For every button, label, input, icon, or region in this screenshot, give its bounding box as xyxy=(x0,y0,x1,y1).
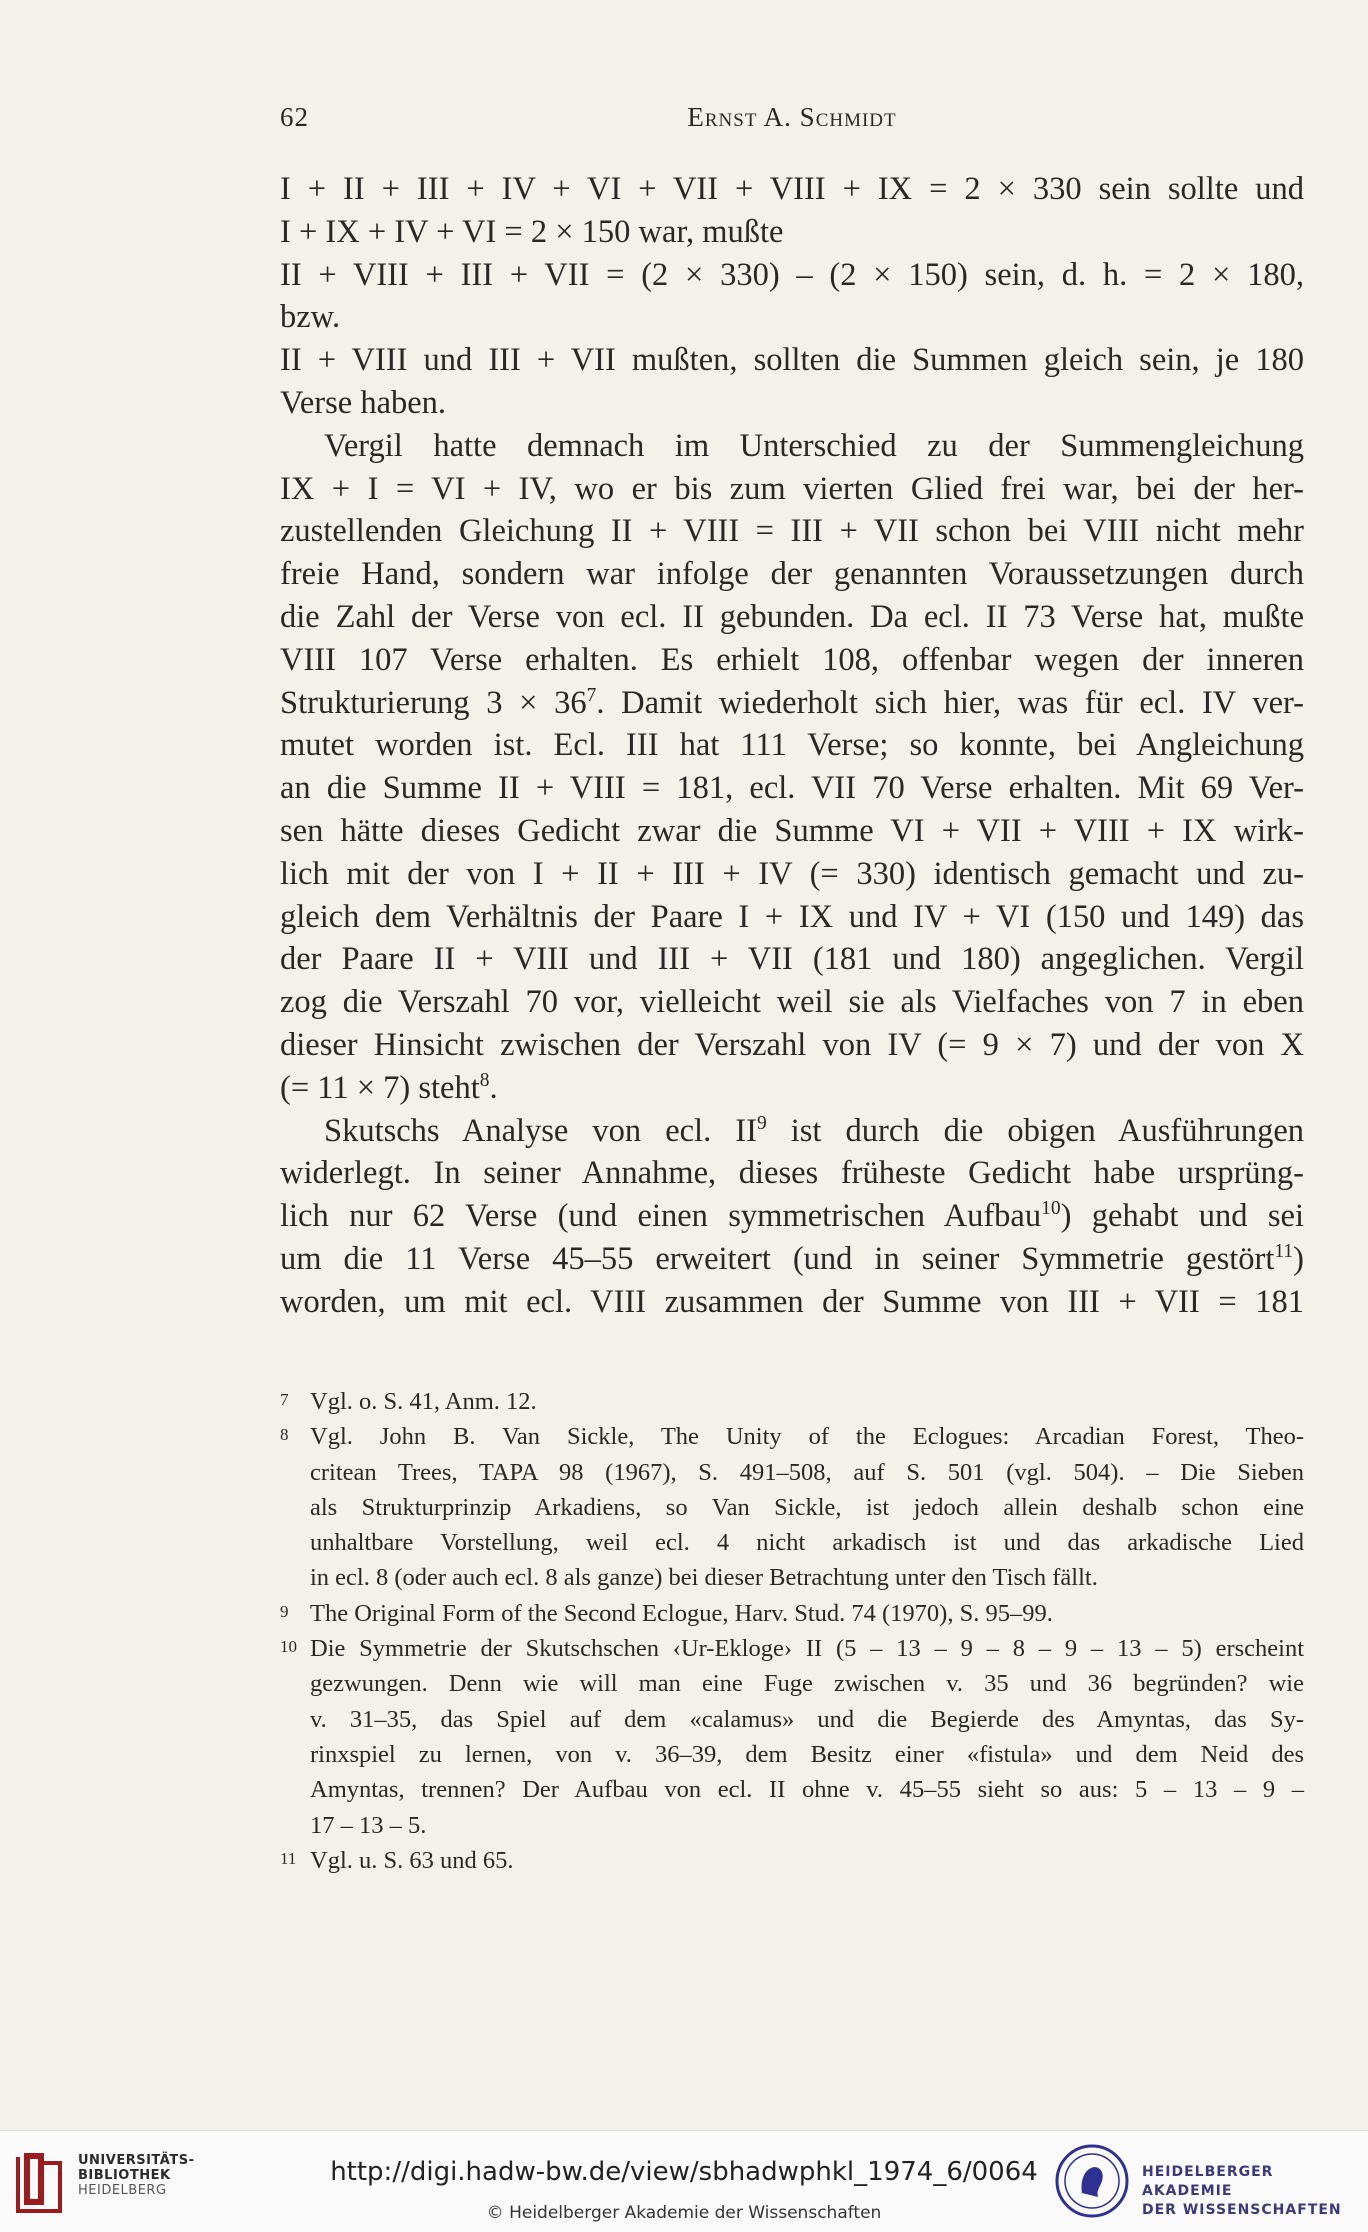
text-line: gleich dem Verhältnis der Paare I + IX und IV + VI (150 und 149) das xyxy=(280,898,1304,935)
text-line: an die Summe II + VIII = 181, ecl. VII 70 Verse erhalten. Mit 69 Ver- xyxy=(280,770,1304,807)
paragraph xyxy=(280,1110,1304,1324)
footnote-line: als Strukturprinzip Arkadiens, so Van Sickle, ist jedoch allein deshalb schon eine xyxy=(310,1493,1304,1521)
footnote-ref: 8 xyxy=(479,1069,490,1091)
footnotes xyxy=(280,1384,1304,1878)
academy-name: HEIDELBERGER AKADEMIE DER WISSENSCHAFTEN xyxy=(1142,2164,1342,2218)
text-line: II + VIII + III + VII = (2 × 330) – (2 × 150) sein, d. h. = 2 × 180, xyxy=(280,256,1304,293)
footnote-line: Vgl. o. S. 41, Anm. 12. xyxy=(310,1388,537,1415)
library-name: UNIVERSITÄTS- BIBLIOTHEK HEIDELBERG xyxy=(78,2153,195,2198)
text-line: Strukturierung $3 \times 36^7$. Damit wiederholt sich hier, was für ecl. IV ver- xyxy=(280,684,1304,721)
footnote-line: Amyntas, trennen? Der Aufbau von ecl. II ohne v. 45–55 sieht so aus: 5 – 13 – 9 – xyxy=(310,1776,1304,1804)
footnote-number: 7 xyxy=(280,1390,289,1409)
text-line: sen hätte dieses Gedicht zwar die Summe VI + VII + VIII + IX wirk- xyxy=(280,812,1304,849)
footnote-number: 11 xyxy=(280,1848,297,1868)
text-line: der Paare II + VIII und III + VII (181 und 180) angeglichen. Vergil xyxy=(280,941,1304,978)
text-line: mutet worden ist. Ecl. III hat 111 Verse; so konnte, bei Angleichung xyxy=(280,727,1304,764)
text-line: zustellenden Gleichung II + VIII = III + VII schon bei VIII nicht mehr xyxy=(280,513,1304,550)
text-line: zog die Verszahl 70 vor, vielleicht weil sie als Vielfaches von 7 in eben xyxy=(280,984,1304,1021)
footnote-line: Vgl. u. S. 63 und 65. xyxy=(310,1846,514,1874)
footnote-line: rinxspiel zu lernen, von v. 36–39, dem Besitz einer «fistula» und dem Neid des xyxy=(310,1740,1304,1768)
footnote xyxy=(280,1596,1304,1631)
text-line: Verse haben. xyxy=(280,384,447,421)
text-line: lich nur 62 Verse (und einen symmetrischen Aufbau$^{10}$) gehabt und sei xyxy=(280,1198,1304,1235)
footnote xyxy=(280,1384,1304,1419)
text-line: II + VIII und III + VII mußten, sollten die Summen gleich sein, je 180 xyxy=(280,342,1304,379)
footnote-line: Die Symmetrie der Skutschschen ‹Ur-Ekloge› II (5 – 13 – 9 – 8 – 9 – 13 – 5) erscheint xyxy=(310,1635,1304,1663)
footnote-number: 8 xyxy=(280,1425,289,1445)
footnote-line: v. 31–35, das Spiel auf dem «calamus» und die Begierde des Amyntas, das Sy- xyxy=(310,1705,1304,1733)
text-line: freie Hand, sondern war infolge der genannten Voraussetzungen durch xyxy=(280,556,1304,593)
footnote-line: in ecl. 8 (oder auch ecl. 8 als ganze) bei dieser Betrachtung unter den Tisch fällt. xyxy=(310,1564,1098,1592)
footnote-line: The Original Form of the Second Eclogue, Harv. Stud. 74 (1970), S. 95–99. xyxy=(310,1599,1053,1627)
footnote xyxy=(280,1843,1304,1878)
footnote-line: unhaltbare Vorstellung, weil ecl. 4 nicht arkadisch ist und das arkadische Lied xyxy=(310,1529,1304,1557)
viewer-footer xyxy=(0,2130,1368,2232)
text-line: (= 11 × 7) steht$^8$. xyxy=(280,1069,498,1106)
text-line: IX + I = VI + IV, wo er bis zum vierten Glied frei war, bei der her- xyxy=(280,470,1304,507)
text-line: VIII 107 Verse erhalten. Es erhielt 108, offenbar wegen der inneren xyxy=(280,641,1304,678)
text-line: widerlegt. In seiner Annahme, dieses früheste Gedicht habe ursprüng- xyxy=(280,1155,1304,1192)
text-line: dieser Hinsicht zwischen der Verszahl von IV (= 9 × 7) und der von X xyxy=(280,1026,1304,1063)
footnote xyxy=(280,1631,1304,1843)
text-line: Skutschs Analyse von ecl. $II^9$ ist durch die obigen Ausführungen xyxy=(324,1112,1305,1149)
footnote xyxy=(280,1419,1304,1595)
text-line: die Zahl der Verse von ecl. II gebunden. Da ecl. II 73 Verse hat, mußte xyxy=(280,598,1304,635)
footnote-line: gezwungen. Denn wie will man eine Fuge zwischen v. 35 und 36 begründen? wie xyxy=(310,1670,1304,1698)
text-line: worden, um mit ecl. VIII zusammen der Summe von III + VII = 181 xyxy=(280,1283,1304,1320)
text-line: um die 11 Verse 45–55 erweitert (und in seiner Symmetrie gestört$^{11}$) xyxy=(280,1240,1304,1277)
text-line: Vergil hatte demnach im Unterschied zu der Summengleichung xyxy=(324,427,1304,464)
page-number: 62 xyxy=(280,102,309,132)
text-line: lich mit der von I + II + III + IV (= 330) identisch gemacht und zu- xyxy=(280,855,1304,892)
copyright: © Heidelberger Akademie der Wissenschaften xyxy=(486,2203,882,2223)
text-line: I + IX + IV + VI = 2 × 150 war, mußte xyxy=(280,213,784,250)
footnote-line: Vgl. John B. Van Sickle, The Unity of the Eclogues: Arcadian Forest, Theo- xyxy=(310,1423,1304,1451)
running-head-author: Ernst A. Schmidt xyxy=(687,102,897,132)
footnote-ref: 9 xyxy=(756,1112,767,1134)
body-text xyxy=(280,168,1304,1324)
footnote-ref: 10 xyxy=(1041,1198,1061,1220)
footnote-line: 17 – 13 – 5. xyxy=(310,1811,427,1839)
permalink[interactable]: http://digi.hadw-bw.de/view/sbhadwphkl_1974_6/0064 xyxy=(330,2157,1038,2187)
running-head xyxy=(280,102,1304,142)
paragraph xyxy=(280,425,1304,1110)
footnote-ref: 7 xyxy=(586,684,597,706)
footnote-number: 9 xyxy=(280,1601,289,1621)
paragraph xyxy=(280,168,1304,425)
text-line: bzw. xyxy=(280,299,341,336)
text-line: I + II + III + IV + VI + VII + VIII + IX = 2 × 330 sein sollte und xyxy=(280,171,1304,207)
footnote-ref: 11 xyxy=(1274,1241,1294,1263)
academy-seal-icon xyxy=(1054,2143,1130,2219)
footnote-number: 10 xyxy=(280,1637,297,1657)
footnote-line: critean Trees, TAPA 98 (1967), S. 491–508, auf S. 501 (vgl. 504). – Die Sieben xyxy=(310,1458,1304,1486)
